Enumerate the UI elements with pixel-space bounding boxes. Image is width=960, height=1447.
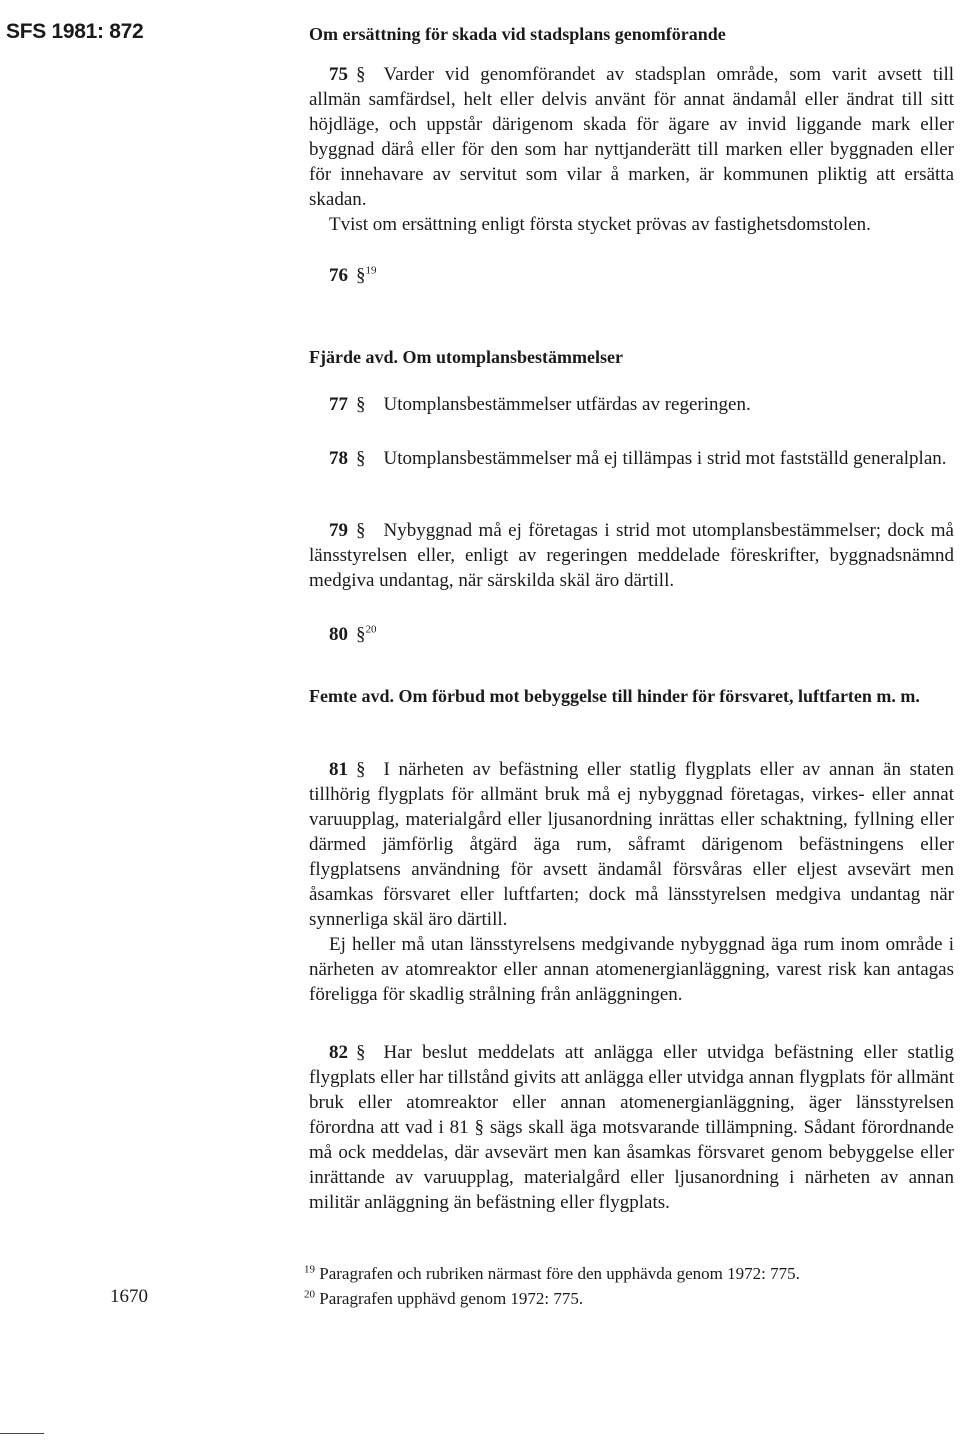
footnote-text: Paragrafen upphävd genom 1972: 775. <box>319 1289 584 1308</box>
section-number: 81 <box>329 759 348 780</box>
margin-reference: SFS 1981: 872 <box>6 20 144 43</box>
section-number: 77 <box>329 394 348 415</box>
section-number: 82 <box>329 1042 348 1063</box>
section-sign: § <box>356 624 366 645</box>
paragraph-text: Varder vid genomförandet av stadsplan område, som varit avsett till allmän samfärdsel, helt eller delvis använt för annat ändamål eller ändrat till sitt höjdläge, och uppstår därigenom skada för ägare av invid liggande mark eller byggnad därå eller för den som har nyttjanderätt till marken eller byggnaden eller för innehavare av servitut som vilar å marken, är kommunen pliktig att ersätta skadan. <box>309 64 954 210</box>
footnote <box>304 1261 954 1286</box>
section-sign: § <box>356 1042 366 1063</box>
section-heading: Femte avd. Om förbud mot bebyggelse till hinder för försvaret, luftfarten m. m. <box>309 686 920 706</box>
section-78 <box>309 446 954 471</box>
section-75 <box>309 62 954 237</box>
paragraph <box>309 1040 954 1215</box>
page-number: 1670 <box>110 1286 148 1307</box>
footnote-number: 19 <box>304 1263 315 1276</box>
paragraph-text: Nybyggnad må ej företagas i strid mot utomplansbestämmelser; dock må länsstyrelsen eller, enligt av regeringen meddelade föreskrifter, byggnadsnämnd medgiva undantag, när särskilda skäl äro därtill. <box>309 520 954 591</box>
paragraph-text: Har beslut meddelats att anlägga eller utvidga befästning eller statlig flygplats eller har tillstånd givits att anlägga eller utvidga annan flygplats för allmänt bruk eller atomreaktor eller annan atomenergianläggning, äger länsstyrelsen förordna att vad i 81 § sägs skall äga motsvarande tillämpning. Sådant förordnande må ock meddelas, där avsevärt men kan åsamkas försvaret genom bebyggelse eller inrättande av varuupplag, materialgård eller ljusanordning i närheten av annan militär anläggning än befästning eller flygplats. <box>309 1042 954 1213</box>
paragraph: Tvist om ersättning enligt första stycket prövas av fastighetsdomstolen. <box>329 214 871 235</box>
paragraph <box>309 62 954 212</box>
section-heading: Fjärde avd. Om utomplansbestämmelser <box>309 347 623 367</box>
heading-part-5 <box>309 684 954 709</box>
section-sign: § <box>356 265 366 286</box>
section-number: 76 <box>329 265 348 286</box>
section-number: 75 <box>329 64 348 85</box>
section-number: 79 <box>329 520 348 541</box>
section-number: 78 <box>329 448 348 469</box>
paragraph: Ej heller må utan länsstyrelsens medgivande nybyggnad äga rum inom område i närheten av atomreaktor eller annan atomenergianläggning, varest risk kan antagas föreligga för skadlig strålning från anläggningen. <box>309 934 954 1005</box>
section-76 <box>309 263 954 288</box>
section-82 <box>309 1040 954 1215</box>
footnote-ref: 19 <box>365 264 377 277</box>
footnote-text: Paragrafen och rubriken närmast före den upphävda genom 1972: 775. <box>319 1264 800 1283</box>
section-sign: § <box>356 448 366 469</box>
section-number: 80 <box>329 624 348 645</box>
section-79 <box>309 518 954 593</box>
paragraph-text: I närheten av befästning eller statlig flygplats eller av annan än staten tillhörig flygplats för allmänt bruk må ej nybyggnad företagas, virkes- eller annat varuupplag, materialgård eller ljusanordning inrättas eller schaktning, fyllning eller därmed jämförlig åtgärd äga rum, såframt därigenom befästningens eller flygplatsens användning för avsett ändamål försvåras eller eljest avsevärt men åsamkas försvaret eller luftfarten; dock må länsstyrelsen medgiva undantag när synnerliga skäl äro därtill. <box>309 759 954 930</box>
paragraph <box>309 392 954 417</box>
section-sign: § <box>356 520 366 541</box>
section-sign: § <box>356 394 366 415</box>
section-heading: Om ersättning för skada vid stadsplans genomförande <box>309 24 726 44</box>
footnotes <box>304 1261 954 1311</box>
footnote <box>304 1286 954 1311</box>
section-81 <box>309 757 954 1007</box>
section-77 <box>309 392 954 417</box>
section-sign: § <box>356 64 366 85</box>
paragraph-text: Utomplansbestämmelser må ej tillämpas i strid mot fastställd generalplan. <box>383 448 947 469</box>
heading-compensation <box>309 22 954 47</box>
footnote-ref: 20 <box>365 623 377 636</box>
section-80 <box>309 622 954 647</box>
corner-rule <box>0 1433 44 1434</box>
paragraph <box>309 518 954 593</box>
footnote-number: 20 <box>304 1288 315 1301</box>
section-sign: § <box>356 759 366 780</box>
paragraph <box>309 757 954 932</box>
paragraph <box>309 446 954 471</box>
paragraph <box>309 263 954 288</box>
paragraph-text: Utomplansbestämmelser utfärdas av regeringen. <box>383 394 751 415</box>
heading-part-4 <box>309 345 954 370</box>
paragraph <box>309 622 954 647</box>
